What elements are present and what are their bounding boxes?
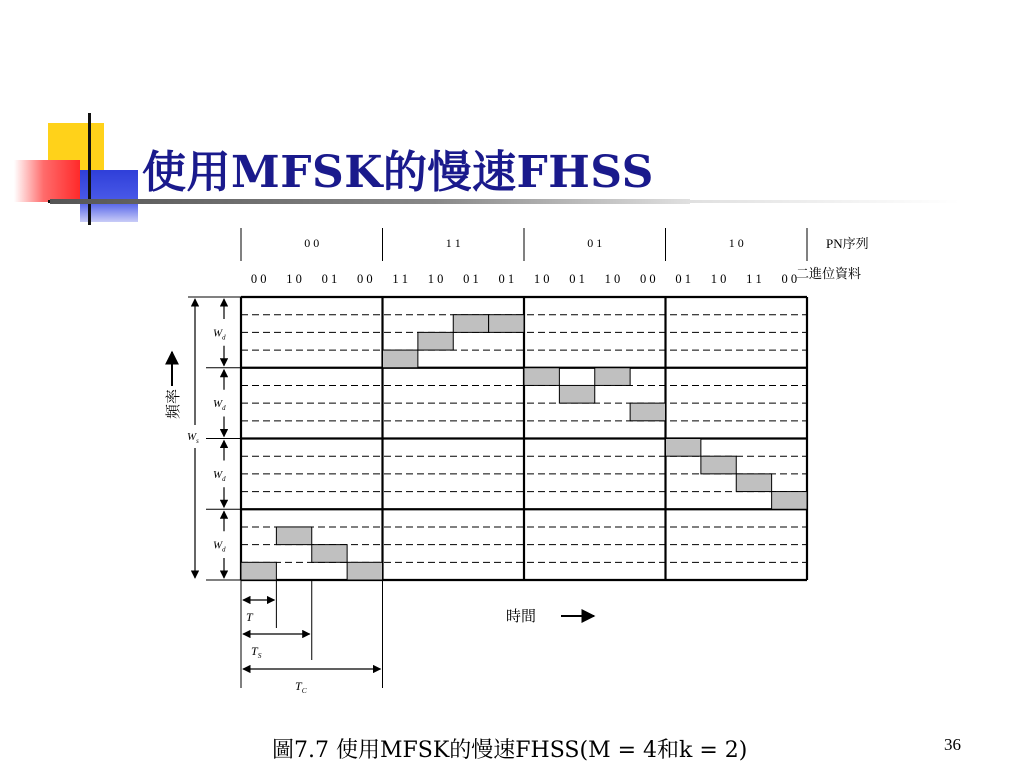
data-bit-pair: 0 0 [357,272,373,286]
wd-label: $W_d$ [213,539,226,554]
pn-sequence-label: PN序列 [826,236,869,251]
pn-code: 1 1 [445,236,461,250]
data-bit-pair: 0 1 [569,272,585,286]
tone-cell [524,368,559,386]
tone-cell [241,562,276,580]
page-number: 36 [944,735,961,754]
data-bit-pair: 0 0 [781,272,798,286]
tone-cell [347,562,382,580]
tone-cell [559,385,594,403]
data-bit-pair: 1 1 [746,272,762,286]
tone-cell [418,332,453,350]
wd-label: $W_d$ [213,398,226,413]
pn-code: 0 0 [304,236,320,250]
data-bit-pair: 0 1 [321,272,338,286]
data-bit-pair: 1 0 [427,272,444,286]
pn-code: 0 1 [587,236,603,250]
tc-label: $T_C$ [295,679,307,695]
data-bit-pair: 0 1 [675,272,691,286]
tone-cell [701,456,736,474]
data-bit-pair: 1 1 [392,272,408,286]
tone-cell [595,368,630,386]
tone-cell [736,474,771,492]
dimension-annotations [187,297,383,695]
frequency-time-grid [241,297,807,580]
wd-label: $W_d$ [213,468,226,483]
diagram-header [241,228,807,286]
data-bit-pair: 1 0 [286,272,302,286]
data-bit-pair: 0 1 [463,272,479,286]
slide-title: 使用MFSK的慢速FHSS [142,147,654,198]
tone-cell [383,350,418,368]
data-bit-pair: 1 0 [533,272,550,286]
data-bit-pair: 0 0 [250,272,267,286]
tone-cell [489,315,524,333]
tone-cell [453,315,488,333]
tone-cell [630,403,665,421]
data-bit-pair: 1 0 [710,272,727,286]
wd-label: $W_d$ [213,327,226,342]
tone-cell [772,492,807,510]
tone-cell [666,439,701,457]
data-bit-pair: 1 0 [604,272,621,286]
time-axis-label: 時間 [506,607,537,625]
pn-code: 1 0 [728,236,744,250]
data-bit-pair: 0 0 [640,272,656,286]
tone-cell [312,545,347,563]
binary-data-label: 二進位資料 [796,266,862,281]
ws-label: $W_s$ [187,431,199,445]
data-bit-pair: 0 1 [498,272,515,286]
ts-label: $T_S$ [251,644,262,660]
figure-caption: 圖7.7 使用MFSK的慢速FHSS(M = 4和k = 2) [272,738,748,763]
t-label: T [246,610,253,624]
tone-cell [276,527,311,545]
frequency-axis-label: 頻率 [164,388,182,420]
